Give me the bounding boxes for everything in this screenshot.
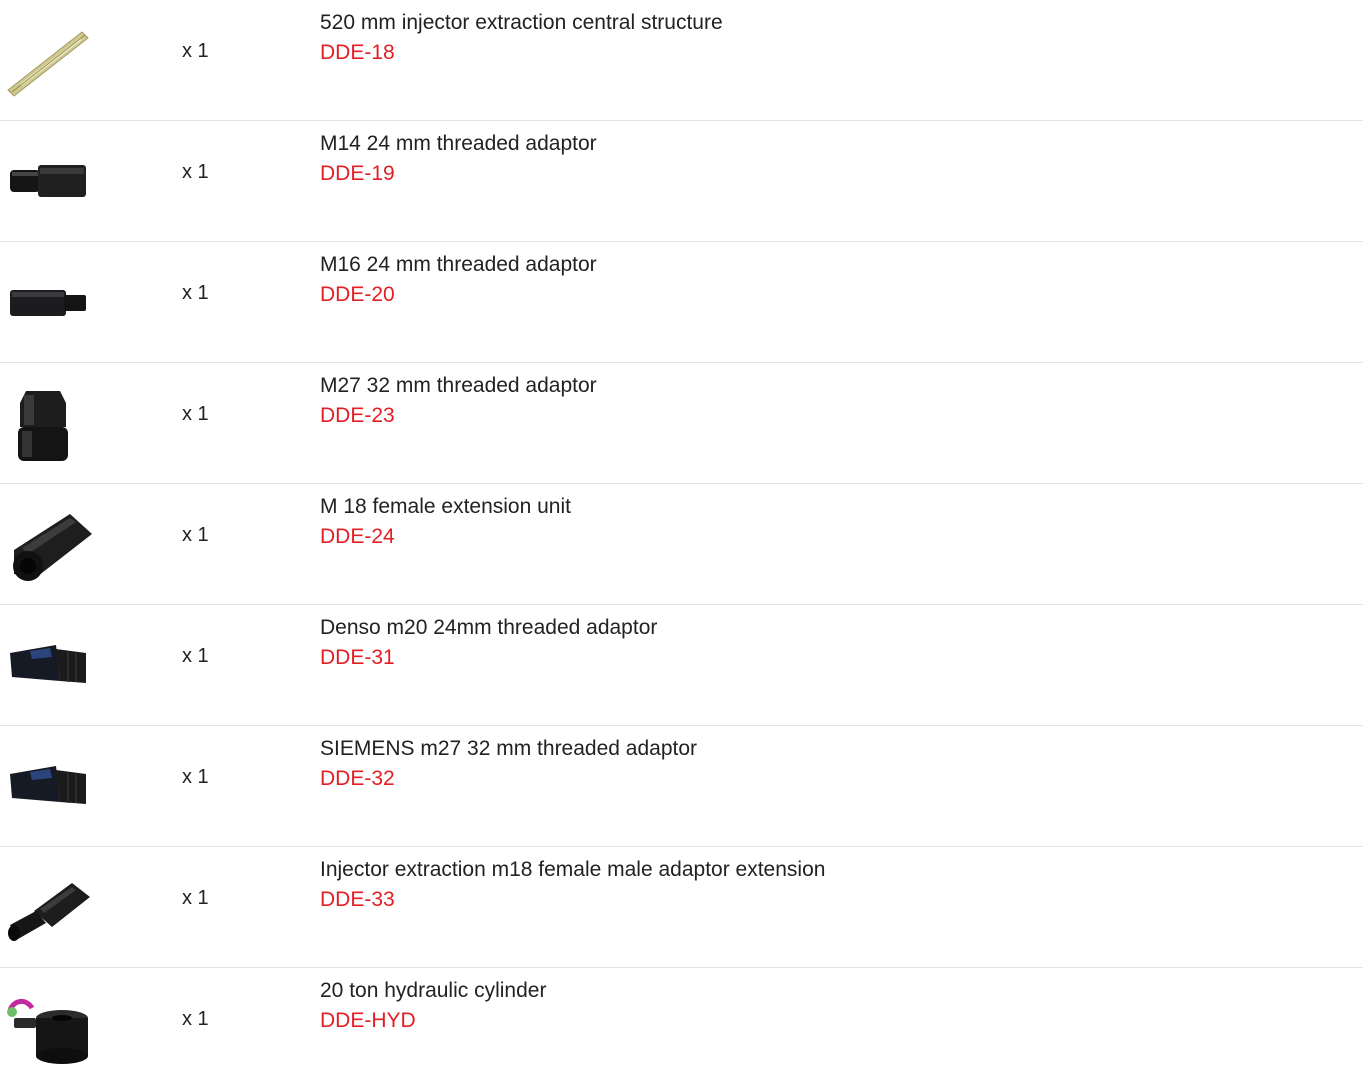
item-code-link[interactable]: DDE-HYD	[320, 1009, 416, 1032]
hex-extension-icon	[0, 504, 100, 584]
threaded-adaptor-icon	[0, 262, 100, 342]
list-item	[0, 242, 1363, 363]
item-name: 520 mm injector extraction central structure	[320, 11, 723, 34]
list-item	[0, 847, 1363, 968]
list-item	[0, 605, 1363, 726]
quantity: x 1	[182, 1008, 209, 1030]
quantity: x 1	[182, 40, 209, 62]
list-item	[0, 363, 1363, 484]
item-name: M 18 female extension unit	[320, 495, 571, 518]
hydraulic-cylinder-icon	[0, 988, 100, 1068]
item-code-link[interactable]: DDE-20	[320, 283, 395, 306]
extraction-structure-icon	[0, 20, 100, 100]
item-name: Injector extraction m18 female male adaptor extension	[320, 858, 826, 881]
quantity: x 1	[182, 887, 209, 909]
hex-extension-icon	[0, 867, 100, 947]
item-code-link[interactable]: DDE-33	[320, 888, 395, 911]
item-name: M16 24 mm threaded adaptor	[320, 253, 597, 276]
item-code-link[interactable]: DDE-31	[320, 646, 395, 669]
item-name: M27 32 mm threaded adaptor	[320, 374, 597, 397]
threaded-adaptor-icon	[0, 746, 100, 826]
item-name: M14 24 mm threaded adaptor	[320, 132, 597, 155]
item-code-link[interactable]: DDE-18	[320, 41, 395, 64]
quantity: x 1	[182, 645, 209, 667]
item-name: 20 ton hydraulic cylinder	[320, 979, 547, 1002]
quantity: x 1	[182, 161, 209, 183]
quantity: x 1	[182, 524, 209, 546]
threaded-adaptor-icon	[0, 625, 100, 705]
nut-adaptor-icon	[0, 383, 100, 463]
list-item	[0, 968, 1363, 1074]
list-item	[0, 121, 1363, 242]
item-code-link[interactable]: DDE-19	[320, 162, 395, 185]
item-name: SIEMENS m27 32 mm threaded adaptor	[320, 737, 698, 760]
quantity: x 1	[182, 282, 209, 304]
item-code-link[interactable]: DDE-32	[320, 767, 395, 790]
quantity: x 1	[182, 403, 209, 425]
threaded-adaptor-icon	[0, 141, 100, 221]
quantity: x 1	[182, 766, 209, 788]
item-code-link[interactable]: DDE-23	[320, 404, 395, 427]
list-item	[0, 0, 1363, 121]
list-item	[0, 726, 1363, 847]
item-code-link[interactable]: DDE-24	[320, 525, 395, 548]
item-name: Denso m20 24mm threaded adaptor	[320, 616, 658, 639]
list-item	[0, 484, 1363, 605]
